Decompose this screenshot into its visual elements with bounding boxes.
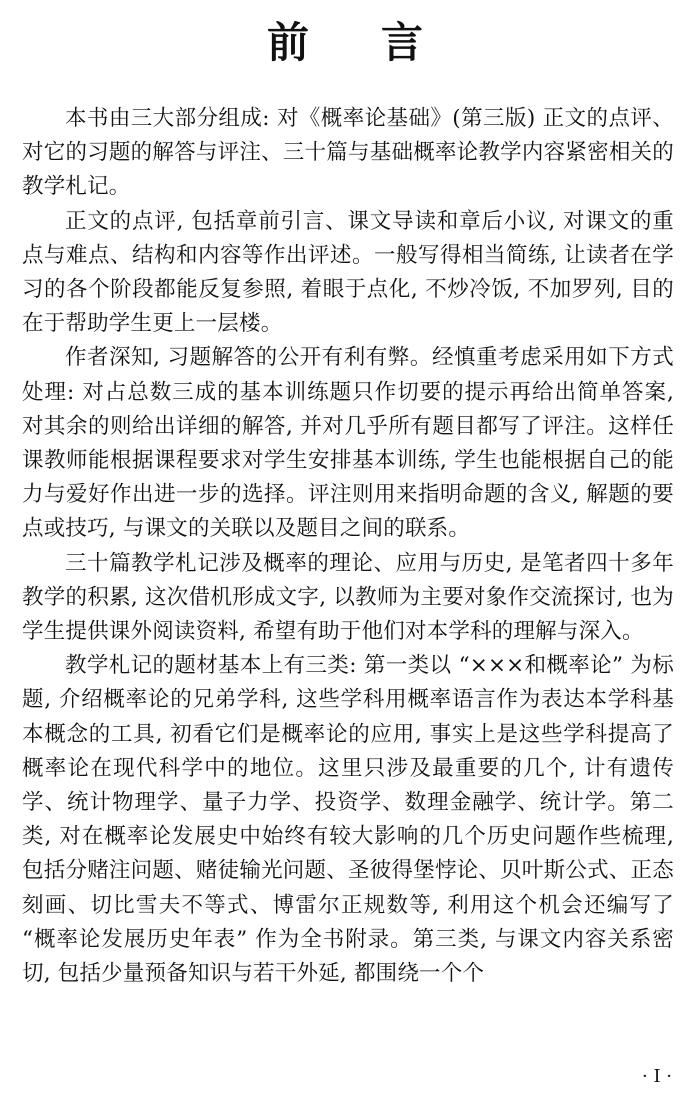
paragraph-4: 三十篇教学札记涉及概率的理论、应用与历史, 是笔者四十多年教学的积累, 这次借机形成文字, 以教师为主要对象作交流探讨, 也为学生提供课外阅读资料, 希望有助于他们对本学科的理解与深入。 [22, 550, 674, 645]
paragraph-5: 教学札记的题材基本上有三类: 第一类以 “×××和概率论” 为标题, 介绍概率论的兄弟学科, 这些学科用概率语言作为表达本学科基本概念的工具, 初看它们是概率论的应用, 事实上是这些学科提高了概率论在现代科学中的地位。这里只涉及最重要的几个, 计有遗传学、统计物理学、量子力学、投资学、数理金融学、统计学。第二类, 对在概率论发展史中始终有较大影响的几个历史问题作些梳理, 包括分赌注问题、赌徒输光问题、圣彼得堡悖论、贝叶斯公式、正态刻画、切比雪夫不等式、博雷尔正规数等, 利用这个机会还编写了 “概率论发展历史年表” 作为全书附录。第三类, 与课文内容关系密切, 包括少量预备知识与若干外延, 都围绕一个个 [22, 653, 674, 987]
page-number: · I · [642, 1066, 672, 1087]
page-title-char-2: 言 [381, 18, 426, 67]
paragraph-2: 正文的点评, 包括章前引言、课文导读和章后小议, 对课文的重点与难点、结构和内容等作出评述。一般写得相当简练, 让读者在学习的各个阶段都能反复参照, 着眼于点化, 不炒冷饭, 不加罗列, 目的在于帮助学生更上一层楼。 [22, 208, 674, 337]
page-title-char-1: 前 [266, 18, 311, 67]
page-title [0, 18, 692, 68]
preface-body [22, 102, 674, 991]
paragraph-1: 本书由三大部分组成: 对《概率论基础》(第三版) 正文的点评、对它的习题的解答与评注、三十篇与基础概率论教学内容紧密相关的教学札记。 [22, 106, 674, 200]
paragraph-3: 作者深知, 习题解答的公开有利有弊。经慎重考虑采用如下方式处理: 对占总数三成的基本训练题只作切要的提示再给出简单答案, 对其余的则给出详细的解答, 并对几乎所有题目都写了评注。这样任课教师能根据课程要求对学生安排基本训练, 学生也能根据自己的能力与爱好作出进一步的选择。评注则用来指明命题的含义, 解题的要点或技巧, 与课文的关联以及题目之间的联系。 [22, 345, 674, 542]
